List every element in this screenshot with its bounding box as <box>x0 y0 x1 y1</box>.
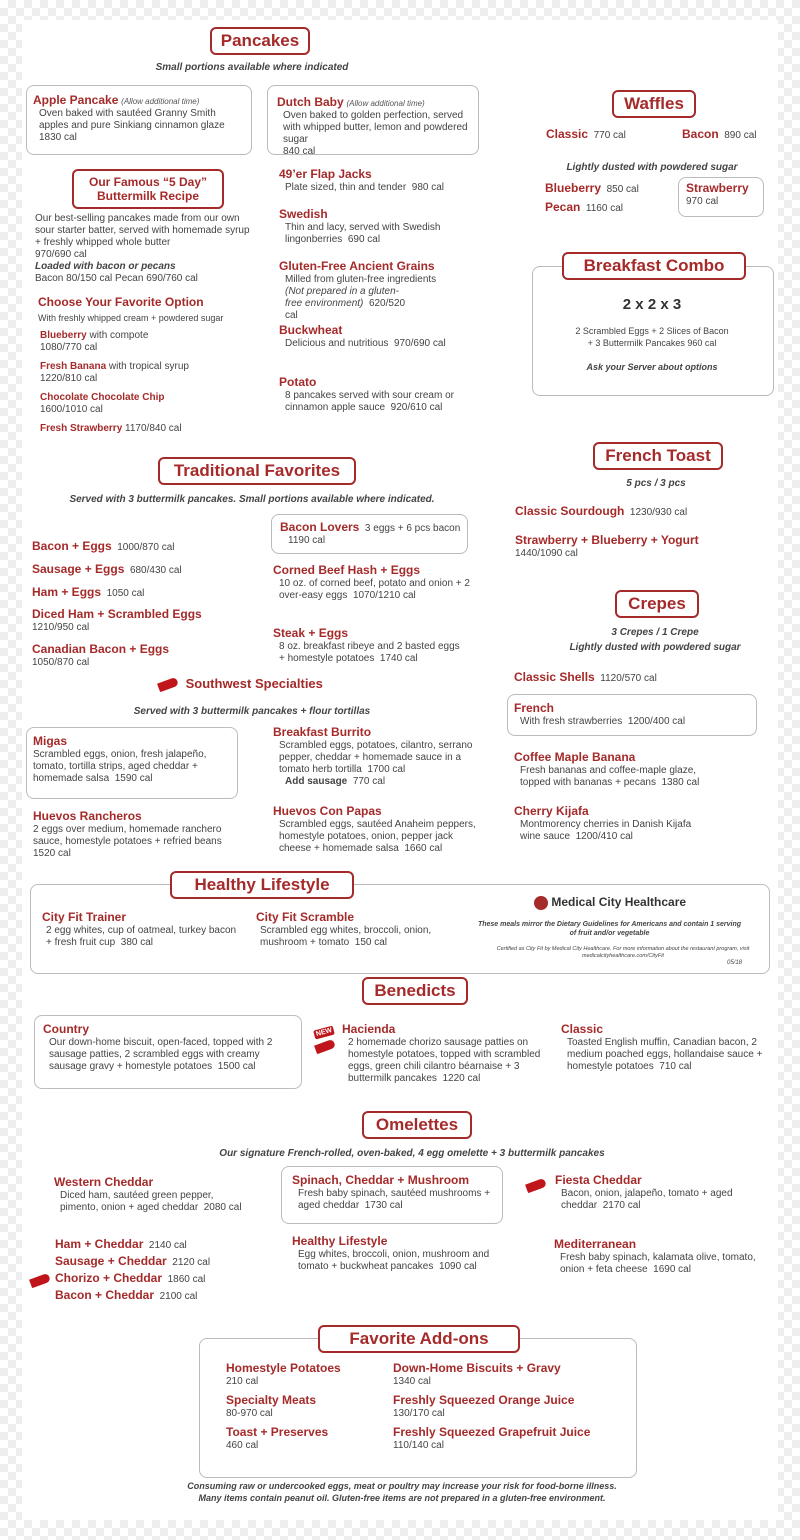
chili-pepper-icon <box>526 1177 546 1195</box>
combo-title: 2 x 2 x 3 <box>622 296 682 313</box>
ham-cheddar[interactable]: Ham + Cheddar 2140 cal <box>55 1237 187 1251</box>
specialty-meats[interactable]: Specialty Meats 80-970 cal <box>226 1393 317 1419</box>
ham-eggs[interactable]: Ham + Eggs 1050 cal <box>32 585 145 599</box>
sausage-cheddar[interactable]: Sausage + Cheddar 2120 cal <box>55 1254 211 1268</box>
choose-favorite-option: Choose Your Favorite Option With freshly whipped cream + powdered sugar <box>38 295 224 323</box>
grapefruit-juice[interactable]: Freshly Squeezed Grapefruit Juice 110/140 cal <box>393 1425 591 1451</box>
canadian-bacon-eggs[interactable]: Canadian Bacon + Eggs 1050/870 cal <box>32 642 170 668</box>
southwest-subtitle: Served with 3 buttermilk pancakes + flour tortillas <box>133 706 371 717</box>
omelettes-header: Omelettes <box>362 1111 472 1139</box>
medical-city-logo: Medical City Healthcare <box>534 895 686 910</box>
spinach-cheddar-mushroom[interactable]: Spinach, Cheddar + Mushroom Fresh baby spinach, sautéed mushrooms + aged cheddar 1730 cal <box>292 1173 491 1211</box>
southwest-header: Southwest Specialties <box>158 676 358 691</box>
diced-ham-eggs[interactable]: Diced Ham + Scrambled Eggs 1210/950 cal <box>32 607 202 633</box>
hacienda-benedict[interactable]: Hacienda 2 homemade chorizo sausage patties on homestyle potatoes, topped with scrambled eggs, green chili cilantro béarnaise + 3 buttermilk pancakes 1220 cal <box>342 1022 541 1084</box>
omelettes-subtitle: Our signature French-rolled, oven-baked, 4 egg omelette + 3 buttermilk pancakes <box>219 1148 605 1159</box>
chorizo-cheddar[interactable]: Chorizo + Cheddar 1860 cal <box>55 1271 206 1285</box>
bacon-eggs[interactable]: Bacon + Eggs 1000/870 cal <box>32 539 175 553</box>
benedicts-header: Benedicts <box>362 977 468 1005</box>
addons-header: Favorite Add-ons <box>318 1325 520 1353</box>
orange-juice[interactable]: Freshly Squeezed Orange Juice 130/170 cal <box>393 1393 575 1419</box>
buckwheat[interactable]: Buckwheat Delicious and nutritious 970/690 cal <box>279 323 446 349</box>
chili-pepper-icon <box>157 677 179 692</box>
apple-pancake[interactable]: Apple Pancake (Allow additional time) Oven baked with sautéed Granny Smith apples and pure Sinkiang cinnamon glaze 1830 cal <box>33 93 225 143</box>
breakfast-burrito[interactable]: Breakfast Burrito Scrambled eggs, potatoes, cilantro, serrano pepper, cheddar + homemade sauce in a tomato herb tortilla 1700 cal Add sausage 770 cal <box>273 725 473 787</box>
new-badge: NEW <box>314 1021 334 1039</box>
combo-header: Breakfast Combo <box>562 252 746 280</box>
potato-pancakes[interactable]: Potato 8 pancakes served with sour cream or cinnamon apple sauce 920/610 cal <box>279 375 454 413</box>
famous-buttermilk[interactable]: Our best-selling pancakes made from our own sour starter batter, served with homemade syrup + freshly whipped whole butter 970/690 cal Loaded with bacon or pecans Bacon 80/150 cal Pecan 690/760 cal <box>35 213 250 284</box>
healthy-note1: These meals mirror the Dietary Guidelines for Americans and contain 1 serving of fruit and/or vegetable <box>477 921 742 937</box>
sausage-eggs[interactable]: Sausage + Eggs 680/430 cal <box>32 562 182 576</box>
fiesta-cheddar[interactable]: Fiesta Cheddar Bacon, onion, jalapeño, tomato + aged cheddar 2170 cal <box>555 1173 733 1211</box>
biscuits-gravy[interactable]: Down-Home Biscuits + Gravy 1340 cal <box>393 1361 561 1387</box>
gluten-free[interactable]: Gluten-Free Ancient Grains Milled from gluten-free ingredients (Not prepared in a gluten-free environment) 620/520 cal <box>279 259 437 321</box>
strawberry-waffle[interactable]: Strawberry 970 cal <box>686 181 749 207</box>
menu-sheet <box>22 20 778 1520</box>
classic-benedict[interactable]: Classic Toasted English muffin, Canadian bacon, 2 medium poached eggs, hollandaise sauce + homestyle potatoes 710 cal <box>561 1022 763 1072</box>
bacon-lovers[interactable]: Bacon Lovers 3 eggs + 6 pcs bacon 1190 cal <box>280 520 461 546</box>
pecan-waffle[interactable]: Pecan 1160 cal <box>545 200 623 214</box>
healthy-note2: Certified as City Fit by Medical City Healthcare. For more information about the restaurant program, visit medicalcityhealthcare.com/CityFit <box>496 946 750 959</box>
famous-buttermilk-header: Our Famous “5 Day” Buttermilk Recipe <box>72 169 224 209</box>
huevos-con-papas[interactable]: Huevos Con Papas Scrambled eggs, sautéed Anaheim peppers, homestyle potatoes, onion, pepper jack cheese + homemade salsa 1660 cal <box>273 804 476 854</box>
corned-beef-hash[interactable]: Corned Beef Hash + Eggs 10 oz. of corned beef, potato and onion + 2 over-easy eggs 1070/1210 cal <box>273 563 470 601</box>
crepes-header: Crepes <box>615 590 699 618</box>
dutch-baby[interactable]: Dutch Baby (Allow additional time) Oven baked to golden perfection, served with whipped butter, lemon and powdered sugar 840 cal <box>277 95 468 157</box>
classic-waffle[interactable]: Classic 770 cal <box>546 127 626 141</box>
combo-note: Ask your Server about options <box>586 362 718 372</box>
flapjacks[interactable]: 49’er Flap Jacks Plate sized, thin and tender 980 cal <box>279 167 445 193</box>
cherry-kijafa[interactable]: Cherry Kijafa Montmorency cherries in Danish Kijafa wine sauce 1200/410 cal <box>514 804 692 842</box>
huevos-rancheros[interactable]: Huevos Rancheros 2 eggs over medium, homemade ranchero sauce, homestyle potatoes + refried beans 1520 cal <box>33 809 222 859</box>
chili-pepper-icon <box>30 1272 50 1290</box>
chili-pepper-icon <box>315 1038 335 1056</box>
combo-desc: 2 Scrambled Eggs + 2 Slices of Bacon + 3 Buttermilk Pancakes 960 cal <box>575 326 729 348</box>
waffles-header: Waffles <box>612 90 696 118</box>
swedish[interactable]: Swedish Thin and lacy, served with Swedish lingonberries 690 cal <box>279 207 441 245</box>
coffee-maple-banana[interactable]: Coffee Maple Banana Fresh bananas and coffee-maple glaze, topped with bananas + pecans 1380 cal <box>514 750 700 788</box>
western-cheddar[interactable]: Western Cheddar Diced ham, sautéed green pepper, pimento, onion + aged cheddar 2080 cal <box>54 1175 242 1213</box>
crepes-sub1: 3 Crepes / 1 Crepe <box>611 627 699 638</box>
mediterranean[interactable]: Mediterranean Fresh baby spinach, kalamata olive, tomato, onion + feta cheese 1690 cal <box>554 1237 756 1275</box>
pancakes-subtitle: Small portions available where indicated <box>155 62 349 73</box>
chocolate-pancake[interactable]: Chocolate Chocolate Chip 1600/1010 cal <box>40 392 165 415</box>
country-benedict[interactable]: Country Our down-home biscuit, open-faced, topped with 2 sausage patties, 2 scrambled eggs with creamy sausage gravy + homestyle potatoes 1500 cal <box>43 1022 273 1072</box>
healthy-lifestyle-omelette[interactable]: Healthy Lifestyle Egg whites, broccoli, onion, mushroom and tomato + buckwheat pancakes 1090 cal <box>292 1234 490 1272</box>
traditional-header: Traditional Favorites <box>158 457 356 485</box>
healthy-header: Healthy Lifestyle <box>170 871 354 899</box>
homestyle-potatoes[interactable]: Homestyle Potatoes 210 cal <box>226 1361 341 1387</box>
strawberry-blueberry-yogurt[interactable]: Strawberry + Blueberry + Yogurt 1440/1090 cal <box>515 533 699 559</box>
strawberry-pancake[interactable]: Fresh Strawberry 1170/840 cal <box>40 423 182 434</box>
classic-shells[interactable]: Classic Shells 1120/570 cal <box>514 670 657 684</box>
pancakes-header: Pancakes <box>210 27 310 55</box>
healthy-date: 05/18 <box>727 960 743 966</box>
french-toast-subtitle: 5 pcs / 3 pcs <box>626 478 686 489</box>
city-fit-trainer[interactable]: City Fit Trainer 2 egg whites, cup of oatmeal, turkey bacon + fresh fruit cup 380 cal <box>42 910 237 948</box>
blueberry-pancake[interactable]: Blueberry with compote 1080/770 cal <box>40 330 149 353</box>
bacon-cheddar[interactable]: Bacon + Cheddar 2100 cal <box>55 1288 198 1302</box>
banana-pancake[interactable]: Fresh Banana with tropical syrup 1220/810 cal <box>40 361 189 384</box>
french-toast-header: French Toast <box>593 442 723 470</box>
steak-eggs[interactable]: Steak + Eggs 8 oz. breakfast ribeye and 2 basted eggs + homestyle potatoes 1740 cal <box>273 626 460 664</box>
blueberry-waffle[interactable]: Blueberry 850 cal <box>545 181 639 195</box>
waffles-subtitle: Lightly dusted with powdered sugar <box>566 162 738 173</box>
city-fit-scramble[interactable]: City Fit Scramble Scrambled egg whites, broccoli, onion, mushroom + tomato 150 cal <box>256 910 432 948</box>
bacon-waffle[interactable]: Bacon 890 cal <box>682 127 757 141</box>
french-crepe[interactable]: French With fresh strawberries 1200/400 cal <box>514 701 686 727</box>
classic-sourdough[interactable]: Classic Sourdough 1230/930 cal <box>515 504 688 518</box>
medical-city-logo-icon <box>534 896 548 910</box>
toast-preserves[interactable]: Toast + Preserves 460 cal <box>226 1425 329 1451</box>
footer-disclaimer: Consuming raw or undercooked eggs, meat or poultry may increase your risk for food-borne illness. Many items contain peanut oil. Gluten-free items are not prepared in a gluten-free environment. <box>187 1481 617 1503</box>
crepes-sub2: Lightly dusted with powdered sugar <box>569 642 741 653</box>
migas[interactable]: Migas Scrambled eggs, onion, fresh jalapeño, tomato, tortilla strips, aged cheddar + homemade salsa 1590 cal <box>33 734 207 784</box>
traditional-subtitle: Served with 3 buttermilk pancakes. Small portions available where indicated. <box>69 494 435 505</box>
